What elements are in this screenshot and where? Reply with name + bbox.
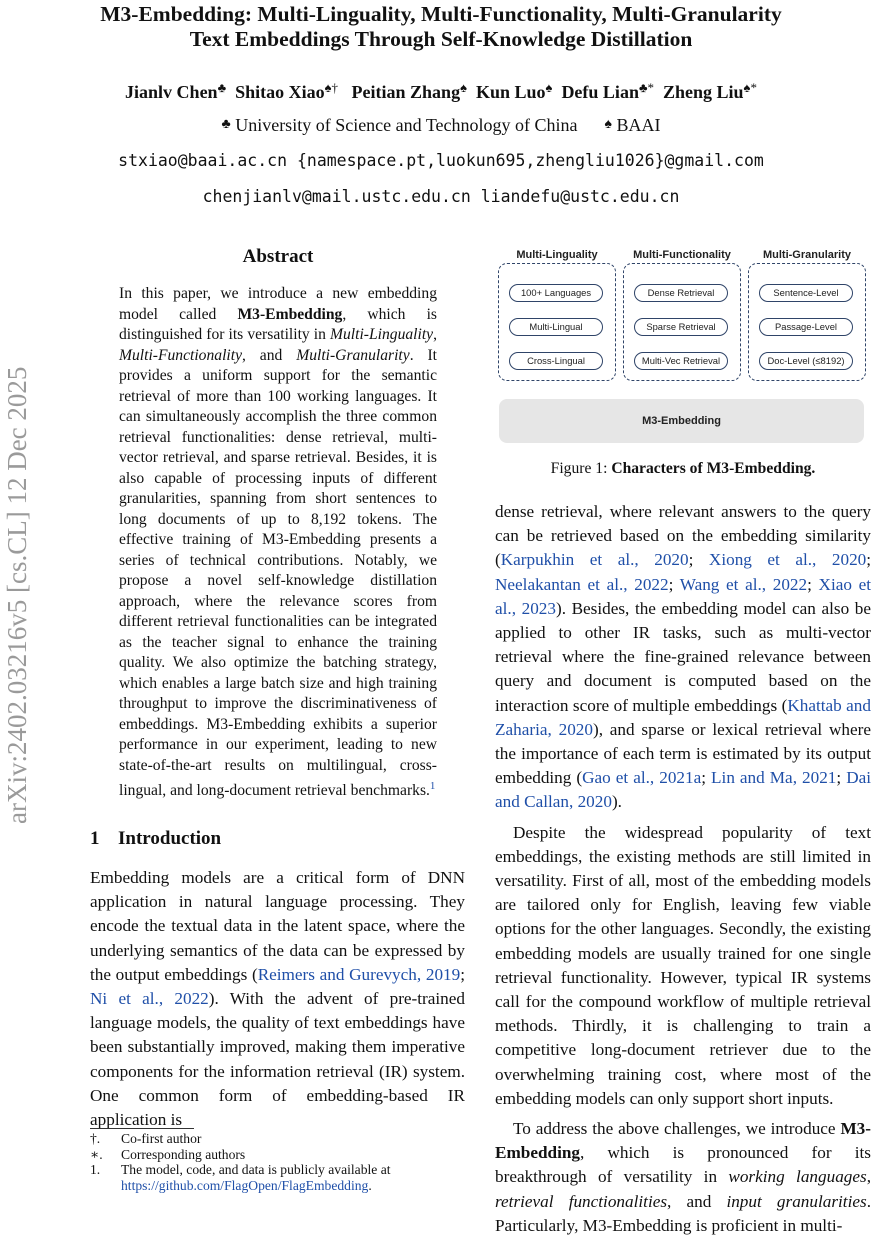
cite-year: 2022 [772, 574, 808, 594]
cite-year: 2020 [654, 550, 689, 570]
figure-1 [490, 238, 874, 448]
abstract-text: , which is distinguished for its versatility in [119, 305, 437, 343]
citation-link[interactable]: Gao et al., 2021a [582, 768, 702, 788]
author-mark: ♠* [743, 80, 757, 95]
citation-link[interactable]: Neelakantan et al., 2022 [495, 574, 669, 594]
cite-year: 2020 [558, 719, 593, 739]
cite-author: Gao et al. [582, 768, 650, 788]
author-mark: ♣ [217, 80, 227, 95]
author: Defu Lian [561, 82, 639, 102]
footnote-text: The model, code, and data is publicly available at [121, 1162, 391, 1178]
citation-link[interactable]: Karpukhin et al., 2020 [500, 550, 689, 570]
figure-item: Sparse Retrieval [634, 318, 728, 336]
footnote-text: Co-first author [121, 1131, 202, 1146]
paragraph: dense retrieval, where relevant answers to the query can be retrieved based on the embedding similarity (Karpukhin et al., 2020; Xiong et al., 2020; Neelakantan et al., 2022; Wang et al., 2022; Xiao et al., 2023). Besides, the embedding model can also be applied to other IR tasks, such as multi-vector retrieval where the fine-grained relevance between query and document is computed based on the interaction score of multiple embeddings (Khattab and Zaharia, 2020), and sparse or lexical retrieval where the importance of each term is estimated by its output embedding (Gao et al., 2021a; Lin and Ma, 2021; Dai and Callan, 2020). [495, 502, 872, 812]
emphasis: Multi-Granularity [296, 346, 410, 364]
affil-mark: ♠ [604, 117, 612, 132]
body-text: ). [611, 792, 622, 812]
email-line-1: stxiao@baai.ac.cn {namespace.pt,luokun695,zhengliu1026}@gmail.com [118, 151, 764, 170]
author-mark: ♣* [638, 80, 654, 95]
right-column [495, 500, 871, 1238]
paper-title [40, 2, 842, 52]
body-text: ). With the advent of pre-trained language models, the quality of text embeddings have been substantially improved, making them imperative components for the information retrieval (IR) system. One common form of embedding-based IR application is [90, 989, 465, 1130]
cite-author: Neelakantan et al. [495, 574, 624, 594]
figure-dashed-box [498, 263, 616, 381]
citation-link[interactable]: Xiong et al., 2020 [708, 550, 867, 570]
footnote-text: Corresponding authors [121, 1146, 246, 1162]
cite-year: 2022 [174, 989, 209, 1009]
cite-year: 2020 [577, 792, 612, 812]
figure-item: Sentence-Level [759, 284, 853, 302]
footnote [90, 1162, 465, 1193]
abstract-text: . It provides a uniform support for the semantic retrieval of more than 100 working languages. It can simultaneously accomplish the three common retrieval functionalities: dense retrieval, multi-vector retrieval, and sparse retrieval. Besides, it is also capable of processing inputs of different granularities, spanning from short sentences to long documents of up to 8,192 tokens. The effective training of M3-Embedding presents a series of technical contributions. Notably, we propose a novel self-knowledge distillation approach, where the relevance scores from different retrieval functionalities can be integrated as the teacher signal to enhance the training quality. We also optimize the batching strategy, which enables a large batch size and high training throughput to improve the discriminativeness of embeddings. M3-Embedding exhibits a superior performance in our experiment, leading to new state-of-the-art results on multilingual, cross-lingual, and long-document retrieval benchmarks. [119, 346, 437, 800]
footnote [90, 1147, 465, 1163]
abstract-heading: Abstract [242, 246, 314, 267]
affil-mark: ♣ [221, 117, 231, 132]
body-text: , which is pronounced for its breakthrough of versatility in [495, 1143, 871, 1187]
cite-author: Khattab and Zaharia [495, 695, 871, 739]
body-text: . Particularly, M3-Embedding is proficient in multi- [495, 1191, 871, 1235]
author: Zheng Liu [662, 82, 744, 102]
body-text: , [866, 1167, 871, 1187]
citation-link[interactable]: Khattab and Zaharia, 2020 [495, 695, 871, 739]
paragraph [495, 1117, 871, 1238]
caption-text: Characters of M3-Embedding. [611, 460, 816, 477]
emphasis: retrieval functionalities [495, 1191, 668, 1211]
citation-link[interactable]: Lin and Ma, 2021 [711, 768, 837, 788]
figure-base-bar: M3-Embedding [499, 399, 864, 443]
abstract-text: In this paper, we introduce a new embedding model called [119, 285, 437, 323]
footnote [90, 1131, 465, 1147]
emphasis: working languages [728, 1167, 867, 1187]
cite-year: 2022 [634, 574, 669, 594]
figure-dashed-box [748, 263, 866, 381]
cite-year: 2020 [831, 550, 867, 570]
author: Jianlv Chen [125, 82, 218, 102]
figure-column-heading: Multi-Functionality [633, 249, 731, 261]
caption-prefix: Figure 1: [550, 460, 612, 477]
figure-item: Passage-Level [759, 318, 853, 336]
figure-item: Dense Retrieval [634, 284, 728, 302]
footnote-rule [90, 1128, 194, 1129]
citation-link[interactable]: Ni et al., 2022 [90, 989, 209, 1009]
author: Shitao Xiao [235, 82, 325, 102]
citation-link[interactable]: Wang et al., 2022 [679, 574, 808, 594]
citation-link[interactable]: Dai and Callan, 2020 [495, 768, 872, 812]
section-heading [90, 828, 221, 850]
footnote-text: . [368, 1177, 372, 1193]
cite-author: Dai and Callan [495, 768, 872, 812]
body-text: ; [460, 964, 465, 984]
cite-author: Wang et al. [679, 574, 762, 594]
footnote-text [121, 1162, 465, 1193]
github-link[interactable]: https://github.com/FlagOpen/FlagEmbedding [121, 1177, 369, 1193]
citation-link[interactable]: Xiao et al., 2023 [495, 574, 871, 618]
footnote-ref[interactable]: 1 [429, 780, 436, 792]
footnotes [90, 1131, 465, 1193]
figure-item: Doc-Level (≤8192) [759, 352, 853, 370]
cite-year: 2023 [521, 598, 556, 618]
body-text: ), and sparse or lexical retrieval where the importance of each term is estimated by its output embedding ( [495, 719, 871, 788]
figure-dashed-box [623, 263, 741, 381]
abstract-body [119, 284, 437, 802]
footnote-mark: †. [90, 1131, 101, 1146]
body-text: To address the above challenges, we introduce [513, 1119, 841, 1139]
intro-paragraph [90, 866, 465, 1132]
footnote-mark: 1. [90, 1162, 101, 1178]
abstract-text: , and [242, 346, 297, 364]
body-text: , and [667, 1191, 727, 1211]
author: Peitian Zhang [351, 82, 461, 102]
figure-item: Multi-Vec Retrieval [634, 352, 728, 370]
cite-author: Karpukhin et al. [500, 550, 635, 570]
author-list [40, 76, 842, 104]
author: Kun Luo [475, 82, 546, 102]
section-title: Introduction [118, 828, 222, 849]
figure-caption [495, 460, 871, 478]
cite-year: 2021a [659, 768, 702, 788]
figure-column-granularity [748, 246, 866, 264]
figure-column-heading: Multi-Granularity [762, 249, 851, 261]
cite-author: Xiao et al. [495, 574, 871, 618]
affiliation-ustc: University of Science and Technology of China [235, 115, 578, 135]
figure-column-linguality [498, 246, 616, 264]
body-text: dense retrieval, where relevant answers to the query can be retrieved based on the embedding similarity ( [495, 502, 871, 570]
title-line-2: Text Embeddings Through Self-Knowledge Distillation [189, 27, 693, 51]
figure-column-heading: Multi-Linguality [516, 249, 598, 261]
model-name: M3-Embedding [237, 305, 343, 323]
emphasis: input granularities [726, 1191, 867, 1211]
arxiv-stamp: arXiv:2402.03216v5 [cs.CL] 12 Dec 2025 [2, 366, 32, 824]
section-number: 1 [90, 828, 100, 849]
body-text: ). Besides, the embedding model can also be applied to other IR tasks, such as multi-vector retrieval where the fine-grained relevance between query and document is computed based on the interaction score of multiple embeddings ( [495, 598, 871, 715]
affiliation-baai: BAAI [616, 115, 661, 135]
emphasis: Multi-Linguality [330, 326, 434, 343]
cite-year: 2021 [802, 768, 837, 788]
email-line-2: chenjianlv@mail.ustc.edu.cn liandefu@ustc.edu.cn [202, 187, 680, 206]
paragraph: Despite the widespread popularity of text embeddings, the existing methods are still limited in versatility. First of all, most of the embedding models are tailored only for English, leaving few viable options for the other languages. Secondly, the existing embedding models are usually trained for one single retrieval functionality. However, typical IR systems call for the compound workflow of multiple retrieval methods. Thirdly, it is challenging to train a competitive long-document retriever due to the overwhelming training cost, where most of the embedding models can only support short inputs. [495, 822, 871, 1108]
cite-author: Xiong et al. [708, 550, 813, 570]
model-name: M3-Embedding [495, 1119, 871, 1163]
body-text: Embedding models are a critical form of DNN application in natural language processing. They encode the textual data in the latent space, where the underlying semantics of the data can be expressed by the output embeddings ( [90, 868, 465, 984]
author-mark: ♠ [460, 80, 467, 95]
figure-item: Multi-Lingual [509, 318, 603, 336]
cite-year: 2019 [425, 964, 461, 984]
figure-column-functionality [623, 246, 741, 264]
emphasis: Multi-Functionality [119, 346, 242, 364]
figure-item: 100+ Languages [509, 284, 603, 302]
figure-item: Cross-Lingual [509, 352, 603, 370]
affiliations [40, 113, 842, 137]
title-line-1: M3-Embedding: Multi-Linguality, Multi-Functionality, Multi-Granularity [100, 2, 782, 26]
author-mark: ♠† [324, 80, 339, 95]
citation-link[interactable]: Reimers and Gurevych, 2019 [257, 964, 461, 984]
footnote-mark: ∗. [90, 1146, 103, 1162]
cite-author: Lin and Ma [711, 768, 793, 788]
cite-author: Reimers and Gurevych [257, 964, 417, 984]
abstract-text: , [433, 326, 437, 343]
author-mark: ♠ [545, 80, 553, 95]
cite-author: Ni et al. [90, 989, 159, 1009]
